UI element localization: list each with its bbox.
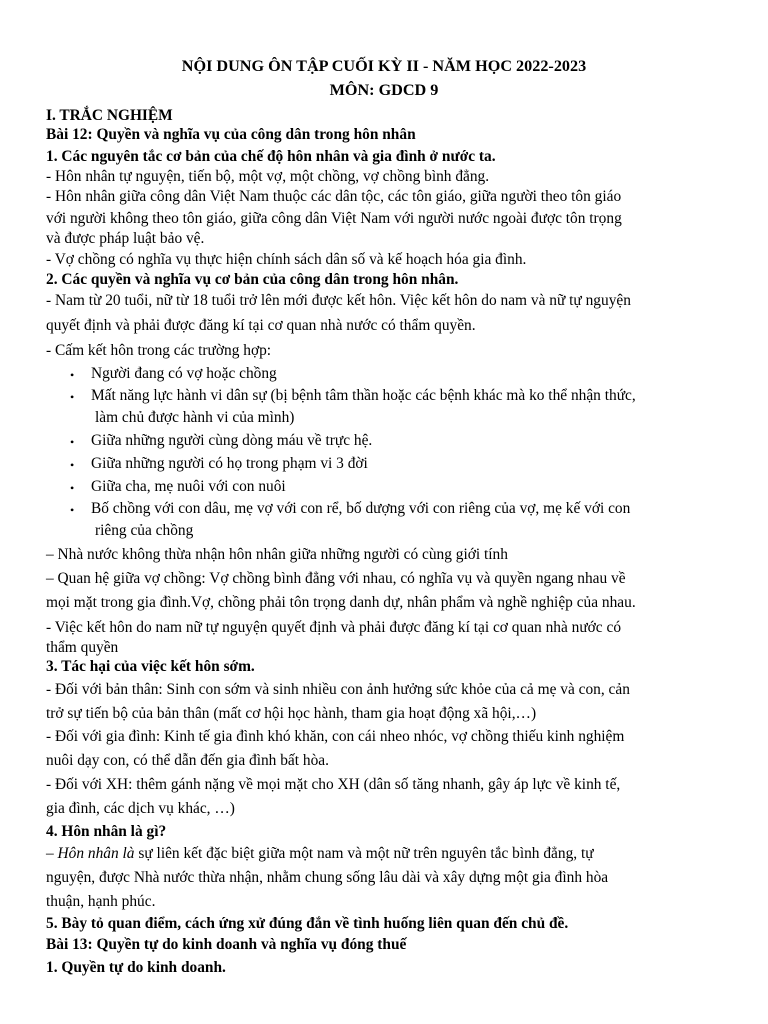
document-subject: MÔN: GDCD 9 <box>329 81 439 99</box>
list-item: Bố chồng với con dâu, mẹ vợ với con rể, bố dượng với con riêng của vợ, mẹ kế với con <box>91 500 631 517</box>
bullet-icon: • <box>70 435 75 449</box>
paragraph-line: nguyện, được Nhà nước thừa nhận, nhằm chung sống lâu dài và xây dựng một gia đình hòa <box>46 869 609 886</box>
paragraph-line: trở sự tiến bộ của bản thân (mất cơ hội học hành, tham gia hoạt động xã hội,…) <box>46 705 537 722</box>
paragraph-line: - Hôn nhân giữa công dân Việt Nam thuộc các dân tộc, các tôn giáo, giữa người theo tôn giáo <box>46 188 622 205</box>
paragraph-line: mọi mặt trong gia đình.Vợ, chồng phải tôn trọng danh dự, nhân phẩm và nghề nghiệp của nhau. <box>46 594 636 611</box>
list-item: Giữa những người cùng dòng máu về trực hệ. <box>91 432 373 449</box>
paragraph-line: - Cấm kết hôn trong các trường hợp: <box>46 342 272 359</box>
list-item: Giữa cha, mẹ nuôi với con nuôi <box>91 478 286 495</box>
paragraph-line: thuận, hạnh phúc. <box>46 893 156 910</box>
paragraph-line: - Nam từ 20 tuổi, nữ từ 18 tuổi trở lên mới được kết hôn. Việc kết hôn do nam và nữ tự nguyện <box>46 292 631 309</box>
paragraph-line: và được pháp luật bảo vệ. <box>46 230 205 247</box>
list-item: Người đang có vợ hoặc chồng <box>91 365 277 382</box>
paragraph-line: - Đối với bản thân: Sinh con sớm và sinh nhiều con ảnh hưởng sức khỏe của cả mẹ và con, cản <box>46 681 630 698</box>
subsection-heading: 1. Các nguyên tắc cơ bản của chế độ hôn nhân và gia đình ở nước ta. <box>46 148 496 165</box>
paragraph-line: – Quan hệ giữa vợ chồng: Vợ chồng bình đẳng với nhau, có nghĩa vụ và quyền ngang nhau về <box>46 570 626 587</box>
defined-term: Hôn nhân là <box>57 845 135 862</box>
section-heading: I. TRẮC NGHIỆM <box>46 107 173 124</box>
subsection-heading: 5. Bày tỏ quan điểm, cách ứng xử đúng đắn về tình huống liên quan đến chủ đề. <box>46 915 569 932</box>
document-title: NỘI DUNG ÔN TẬP CUỐI KỲ II - NĂM HỌC 2022-2023 <box>181 57 587 75</box>
bullet-icon: • <box>70 458 75 472</box>
lesson-title: Bài 13: Quyền tự do kinh doanh và nghĩa vụ đóng thuế <box>46 936 407 953</box>
subsection-heading: 2. Các quyền và nghĩa vụ cơ bản của công dân trong hôn nhân. <box>46 271 459 288</box>
list-item: Mất năng lực hành vi dân sự (bị bệnh tâm thần hoặc các bệnh khác mà ko thể nhận thức, <box>91 387 636 404</box>
lesson-title: Bài 12: Quyền và nghĩa vụ của công dân trong hôn nhân <box>46 126 416 143</box>
dash-prefix: – <box>46 845 58 862</box>
bullet-icon: • <box>70 481 75 495</box>
paragraph-line: – Nhà nước không thừa nhận hôn nhân giữa những người có cùng giới tính <box>46 546 508 563</box>
list-item: riêng của chồng <box>95 522 194 539</box>
paragraph-line: thẩm quyền <box>46 639 119 656</box>
paragraph-line: quyết định và phải được đăng kí tại cơ quan nhà nước có thẩm quyền. <box>46 317 476 334</box>
bullet-icon: • <box>70 390 75 404</box>
subsection-heading: 4. Hôn nhân là gì? <box>46 823 167 840</box>
paragraph-line: - Hôn nhân tự nguyện, tiến bộ, một vợ, một chồng, vợ chồng bình đẳng. <box>46 168 490 185</box>
paragraph-line: nuôi dạy con, có thể dẫn đến gia đình bất hòa. <box>46 752 329 769</box>
paragraph-line: với người không theo tôn giáo, giữa công dân Việt Nam với người nước ngoài được tôn trọng <box>46 210 622 227</box>
subsection-heading: 1. Quyền tự do kinh doanh. <box>46 959 226 976</box>
subsection-heading: 3. Tác hại của việc kết hôn sớm. <box>46 658 255 675</box>
paragraph-line: - Đối với XH: thêm gánh nặng về mọi mặt cho XH (dân số tăng nhanh, gây áp lực về kinh tế, <box>46 776 621 793</box>
paragraph-line: - Việc kết hôn do nam nữ tự nguyện quyết định và phải được đăng kí tại cơ quan nhà nước có <box>46 619 622 636</box>
paragraph-line: - Đối với gia đình: Kinh tế gia đình khó khăn, con cái nheo nhóc, vợ chồng thiếu kinh nghiệm <box>46 728 625 745</box>
bullet-icon: • <box>70 503 75 517</box>
paragraph-line <box>46 844 722 864</box>
paragraph-line: gia đình, các dịch vụ khác, …) <box>46 800 235 817</box>
bullet-icon: • <box>70 368 75 382</box>
list-item: Giữa những người có họ trong phạm vi 3 đời <box>91 455 368 472</box>
definition-text: sự liên kết đặc biệt giữa một nam và một nữ trên nguyên tắc bình đẳng, tự <box>134 845 594 862</box>
list-item: làm chủ được hành vi của mình) <box>95 409 295 426</box>
paragraph-line: - Vợ chồng có nghĩa vụ thực hiện chính sách dân số và kế hoạch hóa gia đình. <box>46 251 527 268</box>
